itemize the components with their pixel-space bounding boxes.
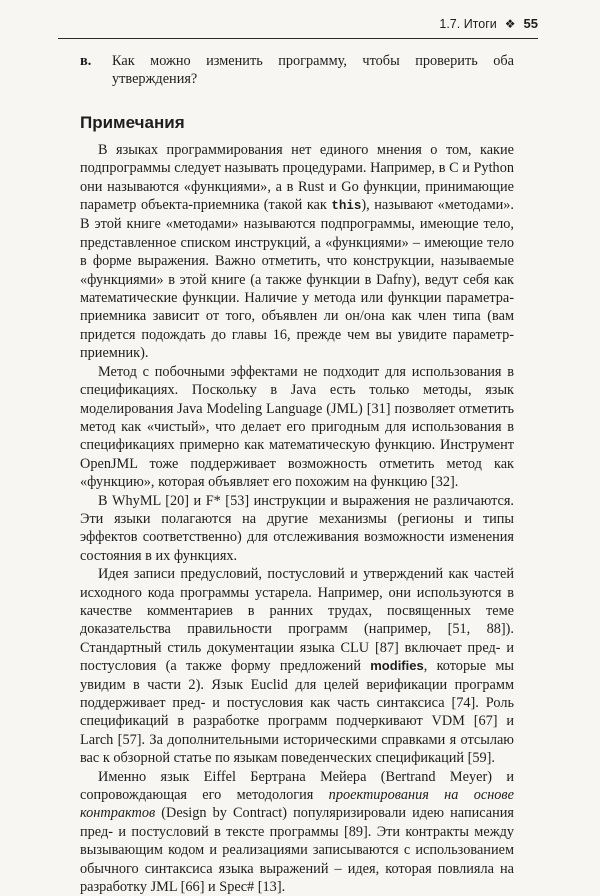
- exercise-question: [80, 52, 514, 89]
- paragraph-1-part-a: В языках программирования нет единого мнения о том, какие подпрограммы следует называть процедурами. Например, в C и Python они называются «функциями», а в Rust и Go функции, принимающие параметр объекта-приемника (такой как: [80, 141, 514, 214]
- emphasis-design-by-contract: проектирования на основе контрактов: [80, 787, 514, 822]
- header-right: [439, 16, 538, 31]
- keyword-modifies: modifies: [370, 658, 424, 674]
- paragraph-2: Метод с побочными эффектами не подходит для использования в спецификациях. Поскольку в Java есть только методы, язык моделирования Java Modeling Language (JML) [31] позволяет отметить метод как «чистый», что делает его пригодным для использования в спецификациях примерно как математическую функцию. Инструмент OpenJML тоже поддерживает возможность отметить метод как «функцию», которая объявляет его похожим на функцию [32].: [80, 363, 514, 491]
- diamond-separator-icon: ❖: [504, 16, 516, 31]
- question-label: в.: [80, 53, 92, 69]
- question-text: Как можно изменить программу, чтобы проверить оба утверждения?: [112, 53, 514, 88]
- section-title: 1.7. Итоги: [439, 16, 497, 31]
- page-body: [80, 52, 514, 896]
- inline-code-this: this: [331, 199, 362, 214]
- paragraph-5: [80, 768, 514, 896]
- section-heading: Примечания: [80, 112, 185, 132]
- paragraph-4-part-a: Идея записи предусловий, постусловий и утверждений как частей исходного кода программы устарела. Например, они используются в качестве комментариев в ранних трудах, посвященных теме доказательства правильности программ (например, [51, 88]). Стандартный стиль документации языка CLU [87] включает пред- и постусловия (а также форму предложений: [80, 566, 514, 675]
- paragraph-3: В WhyML [20] и F* [53] инструкции и выражения не различаются. Эти языки полагаются на другие механизмы (регионы и типы эффектов соответственно) для отслеживания возможности изменения состояния в их функциях.: [80, 492, 514, 564]
- paragraph-1-part-b: ), называют «методами». В этой книге «методами» называются подпрограммы, имеющие тело, представленное списком инструкций, а «функциями» – имеющие тело в форме выражения. Важно отметить, что конструкции, называемые «функциями» в этой книге (а также функции в Dafny), ведут себя как математические функции. Наличие у метода или функции параметра-приемника зависит от того, объявлен ли он/она как член типа (вам придется подождать до главы 16, прежде чем вы увидите параметр-приемник).: [80, 197, 514, 362]
- running-header: [58, 14, 538, 39]
- paragraph-4-part-b: , которые мы увидим в части 2). Язык Euclid для целей верификации программ поддерживает пред- и постусловия как часть синтаксиса [74]. Роль спецификаций в разработке программ подчеркивают VDM [67] и Larch [57]. За дополнительными историческими справками я отсылаю вас к обзорной статье по языкам поведенческих спецификаций [59].: [80, 658, 514, 767]
- paragraph-5-part-b: (Design by Contract) популяризировали идею написания пред- и постусловий в тексте программы [89]. Эти контракты между вызывающим кодом и реализациями записываются с использованием обычного синтаксиса языка выражений – идея, которая повлияла на разработку JML [66] и Spec# [13].: [80, 805, 514, 896]
- paragraph-1: [80, 141, 514, 363]
- paragraph-5-part-a: Именно язык Eiffel Бертрана Мейера (Bertrand Meyer) и сопровождающая его методология: [80, 768, 514, 804]
- page-number: 55: [523, 16, 538, 31]
- paragraph-4: [80, 565, 514, 767]
